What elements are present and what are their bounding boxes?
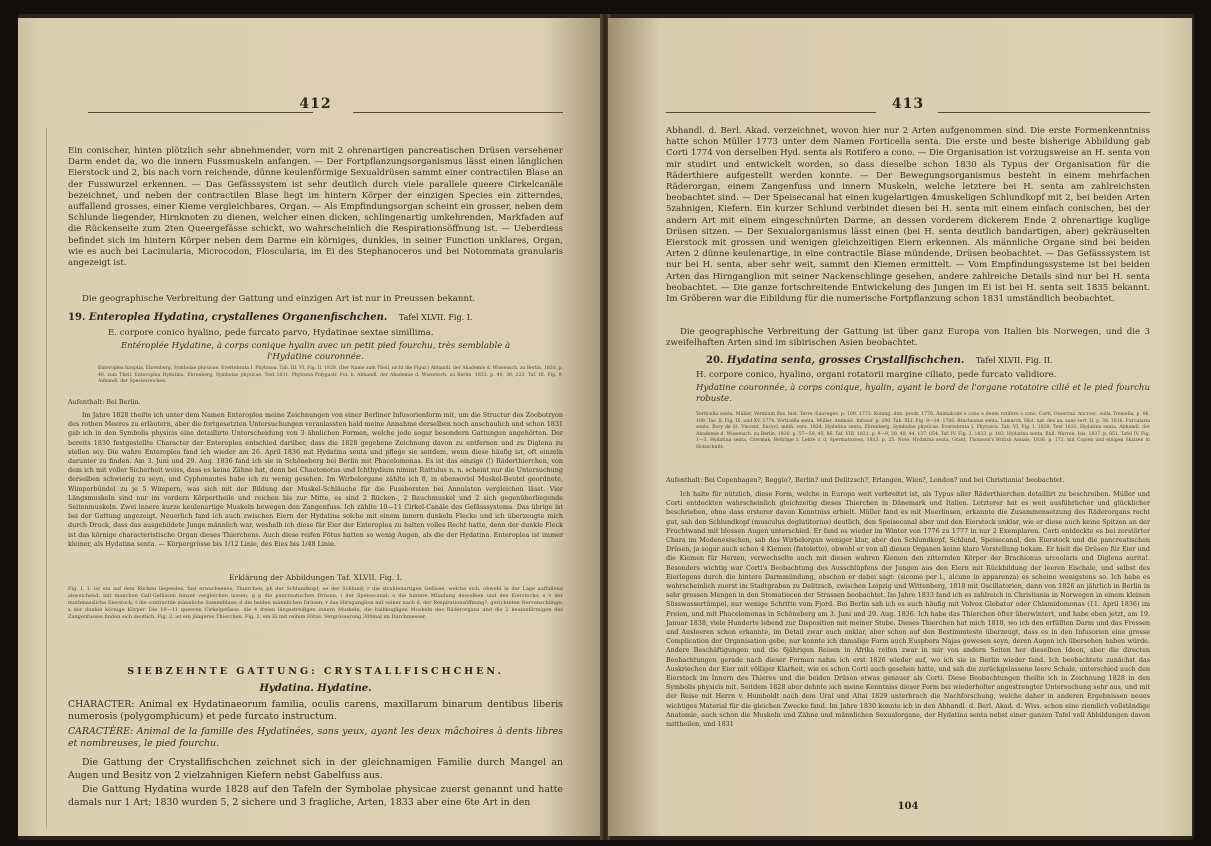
header-rule (666, 112, 876, 113)
species-name: Hydatina senta, grosses Crystallfischchen. (726, 355, 965, 366)
genus-names: Hydatina. Hydatine. (259, 683, 372, 694)
right-page (608, 18, 1192, 836)
header-rule (938, 112, 1150, 113)
explanation: Fig. I. 1. ist ein auf dem Rücken liegendes, fast erwachsenes, Thierchen; ph der Schlundkopf; oe der Schlund; r die strahlenartigen Gefässe, welche sich, obwohl in der Lage auffallend abweichend, mit manchen Gall-Gefässen hinzer vergleichen lassen; g p die pancreatischen Drüsen; i der Speisecanal; o die hintere Mündung desselben und des Eierstocks; s v der muthmassliche Eierstock; t die contractile männliche Samenblase; d die beiden männlichen Drüsen; r das Hirnganglion mit seiner nach d, der Respirationsöffnung?, gerichteten Nervenschlinge; x der dunkle körnige Körper. Die 10—11 queeren Cirkelgefässe, die 4 freien längsstreifigen innern Muskeln, die halbkugligen Muskeln des Räderorgans und die 2 keulenförmigen des Zangenfusses finden sich deutlich. Fig. 2. ist ein jüngeres Thierchen. Fig. 3. ein Ei mit reifem Fötus. Vergrösserung 300mal im Durchmesser. (68, 586, 563, 620)
character-french: CARACTÈRE: Animal de la famille des Hydatinées, sans yeux, ayant les deux mâchoires à dents libres et nombreuses, le pied fourchu. (68, 726, 563, 750)
paragraph: Abhandl. d. Berl. Akad. verzeichnet, wovon hier nur 2 Arten aufgenommen sind. Die erste Formenkenntniss hatte schon Müller 1773 unter dem Namen Forticella senta. Die erste und beste bisherige Abbildung gab Corti 1774 von derselben Hyd. senta als Rotifero a cono. — Die Organisation ist vorzugsweise an H. senta von mir studirt und entwickelt worden, so dass dieselbe schon 1830 als Typus der Organisation für die Räderthiere aufgestellt werden konnte. — Der Bewegungsorganismus besteht in einem mehrfachen Räderorgan, einem Zangenfuss und innern Muskeln, welche letztere bei H. senta am zahlreichsten beobachtet sind. — Der Speisecanal hat einen kugelartigen 4muskeligen Schlundkopf mit 2, bei beiden Arten 5zahnigen, Kiefern. Ein kurzer Schlund verbindet diesen bei H. senta mit einem einfach conischen, bei der andern Art mit einem eingeschnürten Darme, an dessen vorderem dickerem Ende 2 ohrenartige kuglige Drüsen sitzen. — Der Sexualorganismus lässt einen (bei H. senta deutlich bandartigen, aber) gekräuselten Eierstock mit grossen und wenigen gleichzeitigen Eiern erkennen. Als männliche Organe sind bei beiden Arten 2 dünne keulenartige, in eine contractile Blase mündende, Drüsen beobachtet. — Das Gefässsystem ist nur bei H. senta, aber sehr weit, sammt den Kiemen ermittelt. — Vom Empfindungssysteme ist bei beiden Arten das Hirnganglion mit seiner Nackenschlinge gesehen, andere zahlreiche Details sind nur bei H. senta beobachtet. — Die ganze fortschreitende Entwickelung des Jungen im Ei ist bei H. senta seit 1835 bekannt. Im Gröberen war die Eibildung für die numerische Fortpflanzung schon 1831 umständlich beobachtet. (666, 126, 1150, 305)
character-latin: CHARACTER: Animal ex Hydatinaeorum familia, oculis carens, maxillarum binarum dentibus liberis numerosis (polygomphicum) et pede furcato instructum. (68, 699, 563, 723)
species-number: 19. (68, 312, 86, 323)
explanation-title: Erklärung der Abbildungen Taf. XLVII. Fig. I. (228, 573, 403, 582)
paragraph: Ich halte für nützlich, diese Form, welche in Europa weit verbreitet ist, als Typus aller Räderthierchen detaillirt zu beschreiben. Müller und Corti entdeckten wahrscheinlich gleichzeitig dieses Thierchen in Dänemark und Italien. Letzterer hat es weit ausführlicher und glücklicher beschrieben, ohne dass ersterer davon Kenntniss erhielt. Müller fand es mit Meerlinsen, erkannte die Zusammensetzung des Räderorgans recht gut, sah den Schlundkopf (musculus deglutitorius) deutlich, den Speisecanal aber und den Eierstock unklar, wie er diese auch keine Spitzen an der Fruchtwand mit blossen Augen unterschied. Er fand es wieder im Winter von 1776 zu 1777 in nur 2 Exemplaren. Corti entdeckte es bei zerstörter Chara im Modenesischen, sah das Wirbelorgan weniger klar, aber den Schlundkopf, Schlund, Speisecanal, den Eierstock und die pancreatischen Drüsen, ja sogar auch schon 4 Kiemen (fistoletto), obwohl er von all diesen Organen keine klare Vorstellung bekam. Er hielt die Drüsen für Eier und die Kiemen für Herzen, verwechselte auch mit diesen wahren Kiemen den zitternden Körper der Brachionus urceolaris und Diglena aurita!. Besonders wichtig war Corti's Beobachtung des Ausschlüpfens der Jungen aus den Eiern mit Rückbildung der leeren Eischale, und selbst des Eierlegens durch die hintere Darmmündung, obschon er dabei sagt: (sicome per l., alcuno in apparenza) es scheine wenigstens so. Ich habe es wahrscheinlich zuerst im Stadtgraben zu Delitzsch, zwischen Leipzig und Wittenberg, 1818 mit Oscillatorien, dann von 1826 an jährlich in Berlin in sehr grossen Mengen in den Stomatiecen der Strassen beobachtet. Im Jahre 1833 fand ich es zahlreich in Christiania in Norwegen in einem kleinen Süsswassertümpel, nur wenige Schritte vom Fjord. Bei Berlin sah ich es auch häufig mit Volvox Globator oder Chlamidomonas (11. April 1836) im Freien, und mit Phacelomonas in Schöneberg am 3. Juni und 29. Aug. 1836. Ich habe das Thierchen öfter überwintert, und habe eben jetzt, am 19. Januar 1838, viele Hunderte lebend zur Disposition mit meiner Stube. Dieses Thierchen hat mich 1818, wo ich den erfüllten Darm und das Fressen und Ausleeren schon erkannte, im Detail zwar auch unklar, aber schon auf den Bestimmteste überzeugt, dass es in den Infusorien eine grosse Complication der Organisation gebe, nur konnte ich damalige Form auch Euspbora Najas gewesen seyn, deren Augen ich übersehen haben würde. Andere Beschäftigungen und die 6jährigen Reisen in Afrika reifen zwar in mir von andern Seiten her dieselben Ideen, aber die directen Beobachtungen gerade nach dieser Formen nahm ich erst 1826 wieder auf, wo ich sie in Berlin wieder fand. Ich beobachtete zunächst das Auskriechen der Eier mit völliger Klarheit, wie es schon Corti auch gesehen hatte, und sah die zurückgelassene leere Schale, unterschied auch den Eierstock im Innern des Thieres und die beiden Drüsen etwas genauer als Corti. Diese Beobachtungen theilte ich in Zeichnung 1828 in den Symbolis physicis mit. Seitdem 1828 aber dehnte sich meine Kenntniss dieser Form bei wiederholter angestrengter Untersuchung sehr aus, und mit der Reise mit Herrn v. Humboldt nach dem Ural und Altai 1829 unterbrach die Nachforschung, welche daher in anderen Ergebnissen neues wichtiges Material für die gleichen Zwecke fand. Im Jahre 1830 konnte ich in den Abhandl. d. Berl. Akad. d. Wiss. schon eine ziemlich vollständige Anatomie, auch schon die Muskeln und Zähne und männlichen Sexualorgane, der Hydatina senta nebst einer ganzen Tafel voll Abbildungen davon mittheilen, und 1831 (666, 490, 1150, 729)
paragraph: Ein conischer, hinten plötzlich sehr abnehmender, vorn mit 2 ohrenartigen pancreatischen Drüsen versehener Darm endet da, wo die innern Fussmuskeln anfangen. — Der Fortpflanzungsorganismus lässt einen länglichen Eierstock und 2, bis nach vorn reichende, dünne keulenförmige Sexualdrüsen sammt einer contractilen Blase an der Fusswurzel erkennen. — Das Gefässsystem ist sehr deutlich durch viele parallele queere Cirkelcanäle bezeichnet, und neben der contractilen Blase liegt im hintern Körper der einzigen Species ein zitterndes, auffallend grosses, einer Kieme vergleichbares, Organ. — Als Empfindungsorgan scheint ein grosser, neben dem Schlunde liegender, Hirnknoten zu dienen, welcher einen dicken, schlingenartig umkehrenden, Markfaden auf die Rückenseite zum 2ten Queergefässe schickt, wo wahrscheinlich die Respirationsöffnung ist. — Ueberdiess befindet sich im hintern Körper neben dem Darme ein körniges, dunkles, in seiner Function unklares, Organ, wie es auch bei Lacinularia, Microcodon, Floscularia, im Ei des Stephanoceros und bei Notommata granularis angezeigt ist. (68, 146, 563, 269)
species-name: Enteroplea Hydatina, crystallenes Organenfischchen. (88, 312, 388, 323)
paragraph: Die geographische Verbreitung der Gattung und einzigen Art ist nur in Preussen bekannt. (82, 294, 476, 304)
page-edge-lines (46, 128, 53, 828)
aufenthalt: Aufenthalt: Bei Copenhagen?, Reggio?, Berlin? und Delitzsch?, Erlangen, Wien?, London? und bei Christiania! beobachtet. (666, 476, 1065, 484)
genus-title: SIEBZEHNTE GATTUNG: CRYSTALLFISCHCHEN. (127, 666, 504, 677)
page-number: 412 (299, 96, 332, 112)
paragraph: Im Jahre 1828 theilte ich unter dem Namen Enteroplea meine Zeichnungen von einer Berliner Infusorienform mit, um die Structur des Zoobotryon des rothen Meeres zu erläutern, aber die fortgesetzten Untersuchungen veranlassten bald meine Annahme derselben noch anschaulich und schon 1831 gab ich in den Symbolis physicis eine detaillirte Unterscheidung von 3 ähnlichen Formen, welche jede sogar besondern Gattungen angehörten. Der bereits 1830 festgestellte Character der Enteroplea entschied darüber, dass die 1828 gegebene Zeichnung davon zu entfernen und zu Diglena zu stellen sey. Die wahre Enteroplea fand ich wieder am 26. April 1836 mit Hydatina senta und pflege sie seitdem, wenn diese häufig ist, oft einzeln darunter zu finden. Am 3. Juni und 29. Aug. 1836 fand ich sie in Schöneberg bei Berlin mit Phacelomonas. Es ist das einzige (!) Räderthierchen, von dem ich mit voller Sicherheit weiss, dass es keine Zähne hat, denn bei Chaetonotus und Ichthydium nimmt Rattulus n. n. scheint nur die Untersuchung derselben schwierig zu seyn, und Cyphonautes habe ich zu wenig gesehen. Im Wirbelorgane zählte ich 8, in ebensoviel Muskel-Beutel geordnete, Wimperbündel zu je 5 Wimpern, was sich mit der Bildung der Muskel-Schläuche für die Fussborsten bei Annulaten vergleichen lässt. Vier Längsmuskeln sind nur im vordern Körpertheile und reichen bis zur Mitte, es sind 2 Rücken-, 2 Bauchmuskel und 2 sich gegenüberliegende Seitenmuskeln. Zwei innere kurze keulenartige Muskeln bewegen den Zangenfuss. Ich zählte 10—11 Cirkel-Canäle des Gefässsystems. Das übrige ist bei der Gattung angezeigt. Neuerlich fand ich auch zwischen Eiern der Hydatina solche mit einem innern dunkeln Flecke und ich überzeugte mich durch Druck, dass das ausgebildete Junge männlich war, weshalb ich diese für Eier der Enteroplea zu halten volles Recht hatte, denn der dunkle Fleck ist das körnige characteristische Organ dieses Thierchens. Auch diese reifen Fötus hatten so wenig Augen, als die der Hydatina. Enteroplea ist immer kleiner, als Hydatina senta. — Körpergrösse bis 1/12 Linie, des Eies bis 1/48 Linie. (68, 411, 563, 548)
paragraph: Die geographische Verbreitung der Gattung ist über ganz Europa von Italien bis Norwegen, und die 3 zweifelhaften Arten sind im sibirischen Asien beobachtet. (666, 327, 1150, 349)
species-number: 20. (706, 355, 724, 366)
french-diagnosis: Hydatine couronnée, à corps conique, hyalin, ayant le bord de l'organe rotatoire cilié et le pied fourchu robuste. (696, 383, 1150, 405)
book-spread (18, 14, 1194, 840)
paragraph: Die Gattung Hydatina wurde 1828 auf den Tafeln der Symbolae physicae zuerst genannt und hatte damals nur 1 Art; 1830 wurden 5, 2 sichere und 3 fragliche, Arten, 1833 aber eine 6te Art in den (68, 784, 563, 808)
left-page (18, 18, 603, 836)
references: Enteroplea hauptia, Ehrenberg, Symbolae physicae. Evertebrata I. Phytozoa. Tab. III. VI. Fig. II. 1828. (Der Name zum Theil, nicht die Figur.) Abhandl. der Akademie d. Wissensch. zu Berlin, 1830. p. 46. zum Theil. Enteroplea Hydatina, Ehrenberg, Symbolae physicae. Text 1831. Phytozoa Polygastr. Fol. b. Abhandl. der Akademie d. Wissensch. zu Berlin, 1833. p. 40, 30, 223. Taf. III. Fig. 9. Abhandl. der Speciesreichen. (98, 366, 563, 385)
latin-diagnosis: E. corpore conico hyalino, pede furcato parvo, Hydatinae sextae simillima. (108, 328, 434, 338)
species-plate: Tafel XLVII. Fig. II. (975, 356, 1053, 365)
species-heading (68, 311, 563, 324)
sheet-number: 104 (897, 801, 919, 812)
header-rule (353, 112, 563, 113)
french-diagnosis: Entéroplée Hydatine, à corps conique hyalin avec un petit pied fourchu, très semblable à l'Hydatine couronnée. (120, 341, 511, 363)
paragraph: Die Gattung der Crystallfischchen zeichnet sich in der gleichnamigen Familie durch Mangel an Augen und Besitz von 2 vielzahnigen Kiefern nebst Gabelfuss aus. (68, 757, 563, 781)
species-plate: Tafel XLVII. Fig. I. (398, 313, 473, 322)
latin-diagnosis: H. corpore conico, hyalino, organi rotatorii margine ciliato, pede furcato validiore. (696, 370, 1057, 380)
references: Vorticella senta, Müller, Vermium fluv. hist. Terre.-Sauvages. p. 109. 1773. Koning. dan. prodr. 1776. Animalcule a cono e dente rotifero a cono, Corti, Osservaz. microsc. sulla Tremella, p. 86, 109. Tav. II. Fig. IX. und XV. 1774. Vorticella senta, Müller, Animalc. Infusor. p. 290. Tab. XLI. Fig. 8—14. 1786. Brachionus senta, Lamarck, Hist. nat. des an. sans vert. II. p. 38. 1816. Furcularia senta, Bory de St. Vincent, Encycl. méth. vers. 1824. Hydatina senta, Ehrenberg, Symbolae physicae. Evertebrata I. Phytozoa. Tab. VI. Fig. I. 1828. Text 1831. Hydatina senta, Abhandl. der Akademie d. Wissensch. zu Berlin, 1830. p. 57—59, 45, 86. Taf. VIII. 1831. p. 9—9, 30, 40, 44, 137. 054. Taf. IV. Fig. 2. 1833. p. 183. Hydatina senta, Bull. Warren, Isis, 1837. p. 851. Tafel IV. Fig. 1—3. Hydatina senta, Czermak, Beiträge z. Lehre v. d. Spermatozoen, 1833. p. 25. Note. Hydatina senta, Grant, Thomson's British Annals, 1836. p. 172. mit Copien und einigen Skizzen in Holzschnitt. (696, 412, 1150, 450)
species-heading (666, 354, 1150, 367)
page-number: 413 (891, 96, 925, 112)
header-rule (88, 112, 313, 113)
aufenthalt: Aufenthalt: Bei Berlin. (68, 398, 141, 406)
